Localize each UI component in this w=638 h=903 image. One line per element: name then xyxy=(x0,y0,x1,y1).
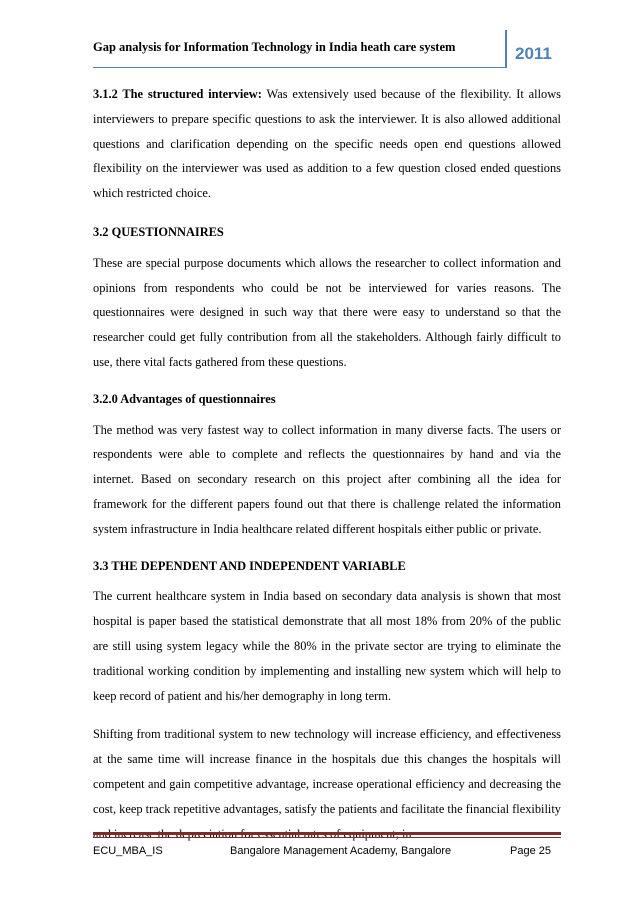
subsection-heading-structured-interview: 3.1.2 The structured interview: xyxy=(93,87,262,101)
paragraph-advantages: The method was very fastest way to collect information in many diverse facts. The users or respondents were able to complete and reflects the questionnaires by hand and via the internet. Based on secondary research on this project after combining all the idea for framework for the different papers found out that there is challenge related the information system infrastructure in India healthcare related different hospitals either public or private. xyxy=(93,422,561,536)
page-body xyxy=(93,82,561,860)
footer-divider-thin xyxy=(93,837,561,838)
header-divider xyxy=(93,67,505,68)
paragraph-shifting: Shifting from traditional system to new technology will increase efficiency, and effectiveness at the same time will increase finance in the hospitals due this changes the hospitals will competent and gain competitive advantage, increase operational efficiency and decreasing the cost, keep track repetitive advantages, satisfy the patients and facilitate the financial flexibility and increase the depreciation for essential rates of equipment, in xyxy=(93,727,561,841)
paragraph-questionnaires: These are special purpose documents which allows the researcher to collect information and opinions from respondents who could be not be interviewed for varies reasons. The questionnaires were designed in such way that there were easy to understand so that the researcher could get fully contribution from all the stakeholders. Although fairly difficult to use, there vital facts gathered from these questions. xyxy=(93,255,561,369)
section-heading-questionnaires: 3.2 QUESTIONNAIRES xyxy=(93,224,224,239)
document-title: Gap analysis for Information Technology in India heath care system xyxy=(93,40,456,54)
footer-course-code: ECU_MBA_IS xyxy=(93,845,163,857)
footer-page-number: Page 25 xyxy=(510,845,551,857)
section-heading-variables: 3.3 THE DEPENDENT AND INDEPENDENT VARIABLE xyxy=(93,558,406,573)
section-heading-advantages: 3.2.0 Advantages of questionnaires xyxy=(93,391,276,406)
footer-divider-thick xyxy=(93,832,561,835)
year-label: 2011 xyxy=(515,44,552,63)
structured-interview-text: Was extensively used because of the flexibility. It allows interviewers to prepare specific questions to ask the interviewer. It is also allowed additional questions and clarification depending on the specific needs open end questions allowed flexibility on the interviewer was used as addition to a few question closed ended questions which restricted choice. xyxy=(93,87,561,201)
paragraph-current-system: The current healthcare system in India based on secondary data analysis is shown that most hospital is paper based the statistical demonstrate that all most 18% from 20% of the public are still using system legacy while the 80% in the private sector are trying to eliminate the traditional working condition by implementing and installing new system which will help to keep record of patient and his/her demography in long term. xyxy=(93,589,561,703)
paragraph-structured-interview xyxy=(93,82,561,206)
footer-institution: Bangalore Management Academy, Bangalore xyxy=(230,845,452,857)
